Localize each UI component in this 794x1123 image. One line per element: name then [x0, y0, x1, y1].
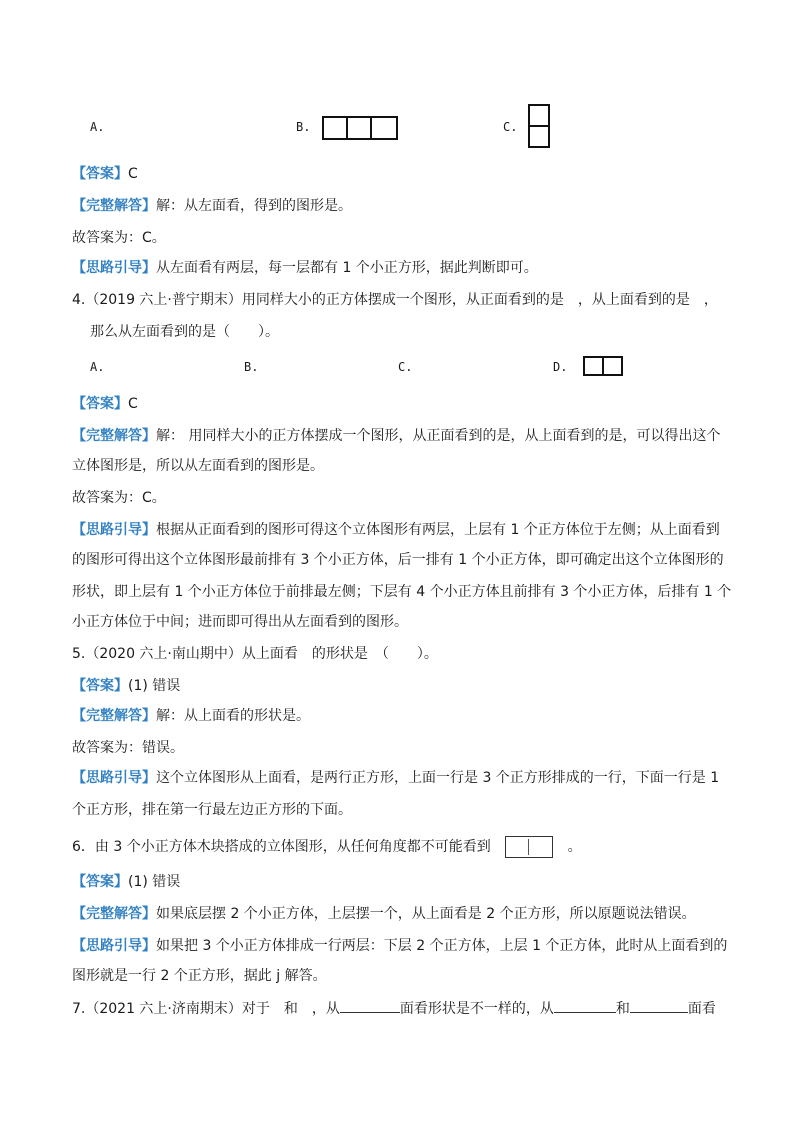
q7-stem: 7.（2021 六上·济南期末）对于 和 ，从 面看形状是不一样的，从 和 面看 — [72, 998, 716, 1019]
q5-stem: 5.（2020 六上·南山期中）从上面看 的形状是 （ ）。 — [72, 646, 438, 662]
q5-answer: 【答案】(1) 错误 — [72, 678, 181, 694]
blank-1[interactable] — [340, 998, 400, 1013]
option-a: A. — [90, 120, 105, 134]
q6-answer: 【答案】(1) 错误 — [72, 874, 181, 890]
blank-2[interactable] — [554, 998, 616, 1013]
option-b: B. — [244, 360, 259, 374]
q6-solution: 【完整解答】如果底层摆 2 个小正方体，上层摆一个，从上面看是 2 个正方形，所以原题说法错误。 — [72, 906, 696, 922]
q6-hint-line1: 【思路引导】如果把 3 个小正方体排成一行两层：下层 2 个正方体，上层 1 个正方体，此时从上面看到的 — [72, 938, 728, 954]
q4-answer: 【答案】C — [72, 396, 138, 412]
q6-hint-line2: 图形就是一行 2 个正方形，据此 j 解答。 — [72, 968, 327, 984]
option-d-figure — [583, 356, 623, 376]
option-c: C. — [398, 360, 413, 374]
q6-stem: 6．由 3 个小正方体木块搭成的立体图形，从任何角度都不可能看到 。 — [72, 836, 582, 858]
q4-hint-line3: 形状，即上层有 1 个小正方体位于前排最左侧；下层有 4 个小正方体且前排有 3 个小正方体，后排有 1 个 — [72, 584, 732, 600]
q4-conclusion: 故答案为：C。 — [72, 490, 166, 506]
option-c-figure — [528, 104, 550, 148]
option-d: D. — [553, 360, 568, 374]
q3-solution: 【完整解答】解：从左面看，得到的图形是。 — [72, 198, 352, 214]
option-c: C. — [503, 120, 518, 134]
q3-hint: 【思路引导】从左面看有两层，每一层都有 1 个小正方形，据此判断即可。 — [72, 260, 538, 276]
option-b: B. — [296, 120, 311, 134]
q3-answer: 【答案】C — [72, 166, 138, 182]
blank-3[interactable] — [630, 998, 688, 1013]
option-a: A. — [90, 360, 105, 374]
q5-hint-line2: 个正方形，排在第一行最左边正方形的下面。 — [72, 802, 352, 818]
q4-hint-line1: 【思路引导】根据从正面看到的图形可得这个立体图形有两层，上层有 1 个正方体位于左侧；从上面看到 — [72, 522, 720, 538]
q4-stem-line2: 那么从左面看到的是（ ）。 — [90, 324, 279, 340]
q4-solution-line1: 【完整解答】解： 用同样大小的正方体摆成一个图形，从正面看到的是，从上面看到的是，可以得出这个 — [72, 428, 721, 444]
q5-solution: 【完整解答】解：从上面看的形状是。 — [72, 708, 310, 724]
q4-hint-line2: 的图形可得出这个立体图形最前排有 3 个小正方体，后一排有 1 个小正方体，即可确定出这个立体图形的 — [72, 552, 724, 568]
q5-hint-line1: 【思路引导】这个立体图形从上面看，是两行正方形，上面一行是 3 个正方形排成的一行，下面一行是 1 — [72, 770, 720, 786]
q6-figure — [505, 836, 553, 858]
q4-stem-line1: 4.（2019 六上·普宁期末）用同样大小的正方体摆成一个图形，从正面看到的是 ，从上面看到的是 ， — [72, 292, 718, 308]
q4-solution-line2: 立体图形是，所以从左面看到的图形是。 — [72, 458, 324, 474]
q3-conclusion: 故答案为：C。 — [72, 230, 166, 246]
option-b-figure — [322, 116, 398, 140]
q4-hint-line4: 小正方体位于中间；进而即可得出从左面看到的图形。 — [72, 614, 408, 630]
q5-conclusion: 故答案为：错误。 — [72, 740, 184, 756]
